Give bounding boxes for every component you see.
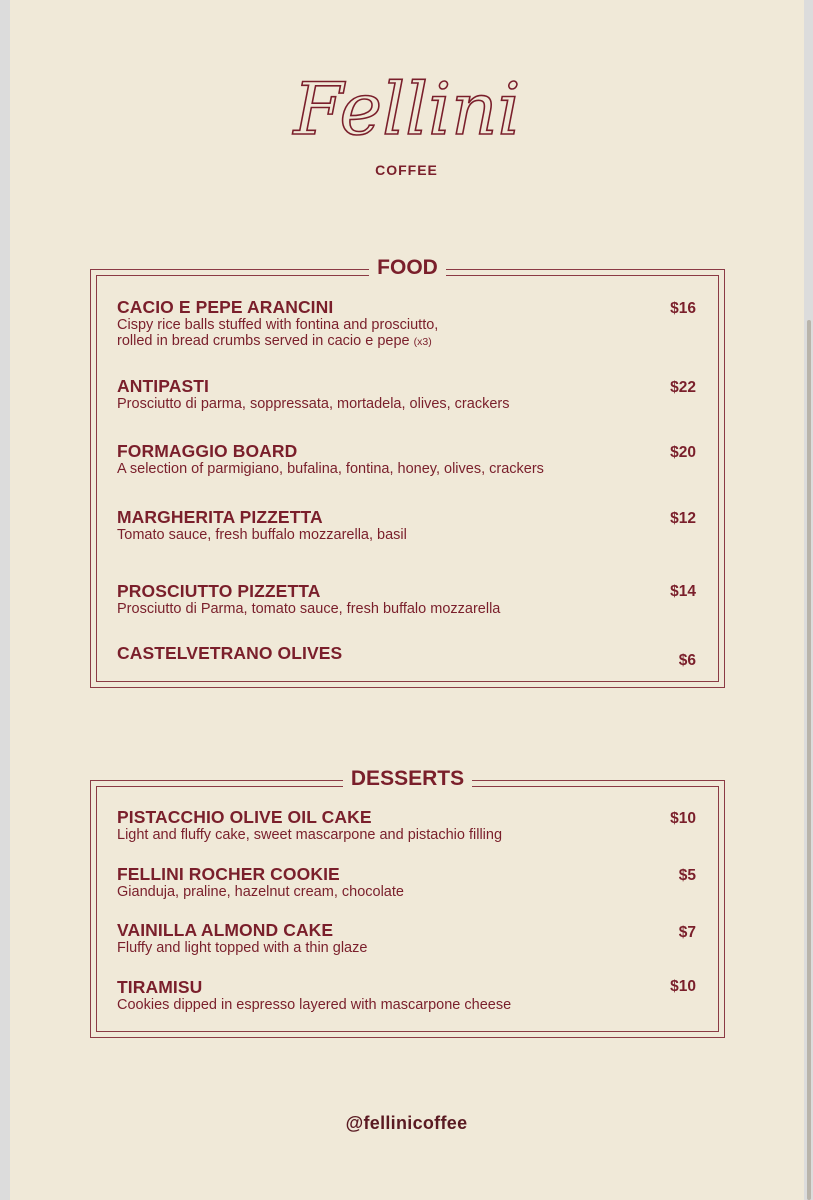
menu-item	[117, 921, 697, 956]
item-name: ANTIPASTI	[117, 376, 209, 396]
item-price: $10	[670, 978, 696, 995]
scrollbar[interactable]	[807, 320, 811, 1200]
item-description: Light and fluffy cake, sweet mascarpone and pistachio filling	[117, 827, 503, 843]
item-price: $22	[670, 379, 696, 396]
item-name: PROSCIUTTO PIZZETTA	[117, 581, 321, 601]
desserts-section-title: DESSERTS	[343, 767, 472, 791]
item-name: TIRAMISU	[117, 977, 203, 997]
item-description: Prosciutto di parma, soppressata, mortadela, olives, crackers	[117, 396, 510, 412]
menu-item	[117, 582, 697, 617]
menu-item	[117, 644, 697, 663]
item-name: PISTACCHIO OLIVE OIL CAKE	[117, 807, 372, 827]
brand-subtitle: COFFEE	[375, 162, 438, 178]
item-price: $10	[670, 810, 696, 827]
menu-item	[117, 808, 697, 843]
item-name: VAINILLA ALMOND CAKE	[117, 920, 334, 940]
item-price: $6	[678, 652, 696, 669]
item-price: $20	[670, 444, 696, 461]
logo-wordmark: Fellini	[292, 67, 521, 151]
item-price: $12	[670, 510, 696, 527]
item-description: Tomato sauce, fresh buffalo mozzarella, basil	[117, 527, 407, 543]
food-section-title: FOOD	[369, 256, 446, 280]
item-name: CACIO E PEPE ARANCINI	[117, 297, 334, 317]
menu-item	[117, 508, 697, 543]
item-name: FELLINI ROCHER COOKIE	[117, 864, 340, 884]
item-description: Cispy rice balls stuffed with fontina and prosciutto,	[117, 317, 439, 333]
item-name: FORMAGGIO BOARD	[117, 441, 298, 461]
item-name: CASTELVETRANO OLIVES	[117, 643, 343, 663]
item-quantity: (x3)	[413, 336, 432, 348]
item-description: Fluffy and light topped with a thin glaze	[117, 940, 368, 956]
item-description-line2	[117, 333, 697, 350]
item-description: Cookies dipped in espresso layered with mascarpone cheese	[117, 997, 512, 1013]
menu-item	[117, 442, 697, 477]
item-description: Gianduja, praline, hazelnut cream, chocolate	[117, 884, 404, 900]
social-handle[interactable]: @fellinicoffee	[345, 1113, 468, 1133]
desserts-section	[90, 767, 725, 1038]
food-section	[90, 256, 725, 688]
item-description-line2-text: rolled in bread crumbs served in cacio e pepe	[117, 333, 410, 349]
item-price: $5	[678, 867, 696, 884]
food-section-title-wrap	[91, 256, 724, 280]
desserts-section-title-wrap	[91, 767, 724, 791]
item-description: A selection of parmigiano, bufalina, fontina, honey, olives, crackers	[117, 461, 544, 477]
menu-item	[117, 865, 697, 900]
menu-item	[117, 298, 697, 350]
item-price: $16	[670, 300, 696, 317]
item-description: Prosciutto di Parma, tomato sauce, fresh buffalo mozzarella	[117, 601, 501, 617]
item-name: MARGHERITA PIZZETTA	[117, 507, 323, 527]
item-price: $7	[678, 924, 696, 941]
menu-item	[117, 377, 697, 412]
item-price: $14	[670, 583, 696, 600]
menu-item	[117, 978, 697, 1013]
